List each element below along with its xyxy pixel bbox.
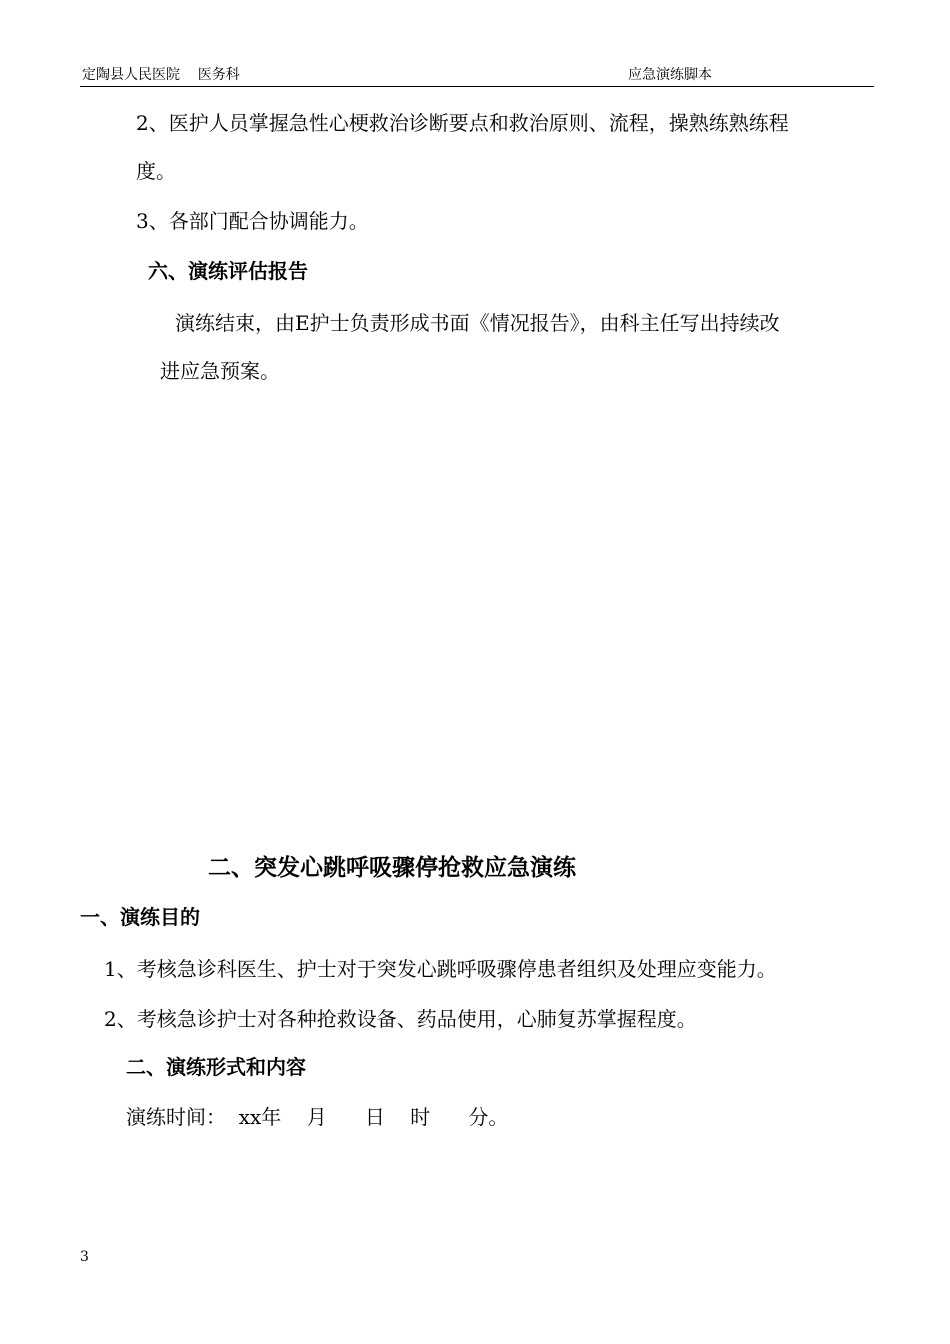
header-rule [80,86,874,87]
heading-drill-form: 二、演练形式和内容 [126,1055,306,1079]
heading-evaluation-report: 六、演练评估报告 [148,259,308,283]
page-number: 3 [80,1249,89,1265]
heading-drill-purpose: 一、演练目的 [80,905,200,929]
item2-line1: 2、医护人员掌握急性心梗救治诊断要点和救治原则、流程，操熟练熟练程 [136,111,789,135]
item2-line2: 度。 [136,159,176,183]
purpose-item1: 1、考核急诊科医生、护士对于突发心跳呼吸骤停患者组织及处理应变能力。 [104,957,777,981]
item3: 3、各部门配合协调能力。 [136,209,369,233]
header-left-text: 定陶县人民医院 医务科 [82,67,240,83]
drill-time-line: 演练时间： xx年 月 日 时 分。 [126,1105,509,1129]
purpose-item2: 2、考核急诊护士对各种抢救设备、药品使用，心肺复苏掌握程度。 [104,1007,697,1031]
section-title: 二、突发心跳呼吸骤停抢救应急演练 [208,855,576,881]
header-right-text: 应急演练脚本 [628,67,712,83]
evaluation-paragraph-line1: 演练结束，由E护士负责形成书面《情况报告》，由科主任写出持续改 [175,311,780,335]
evaluation-paragraph-line2: 进应急预案。 [160,359,280,383]
